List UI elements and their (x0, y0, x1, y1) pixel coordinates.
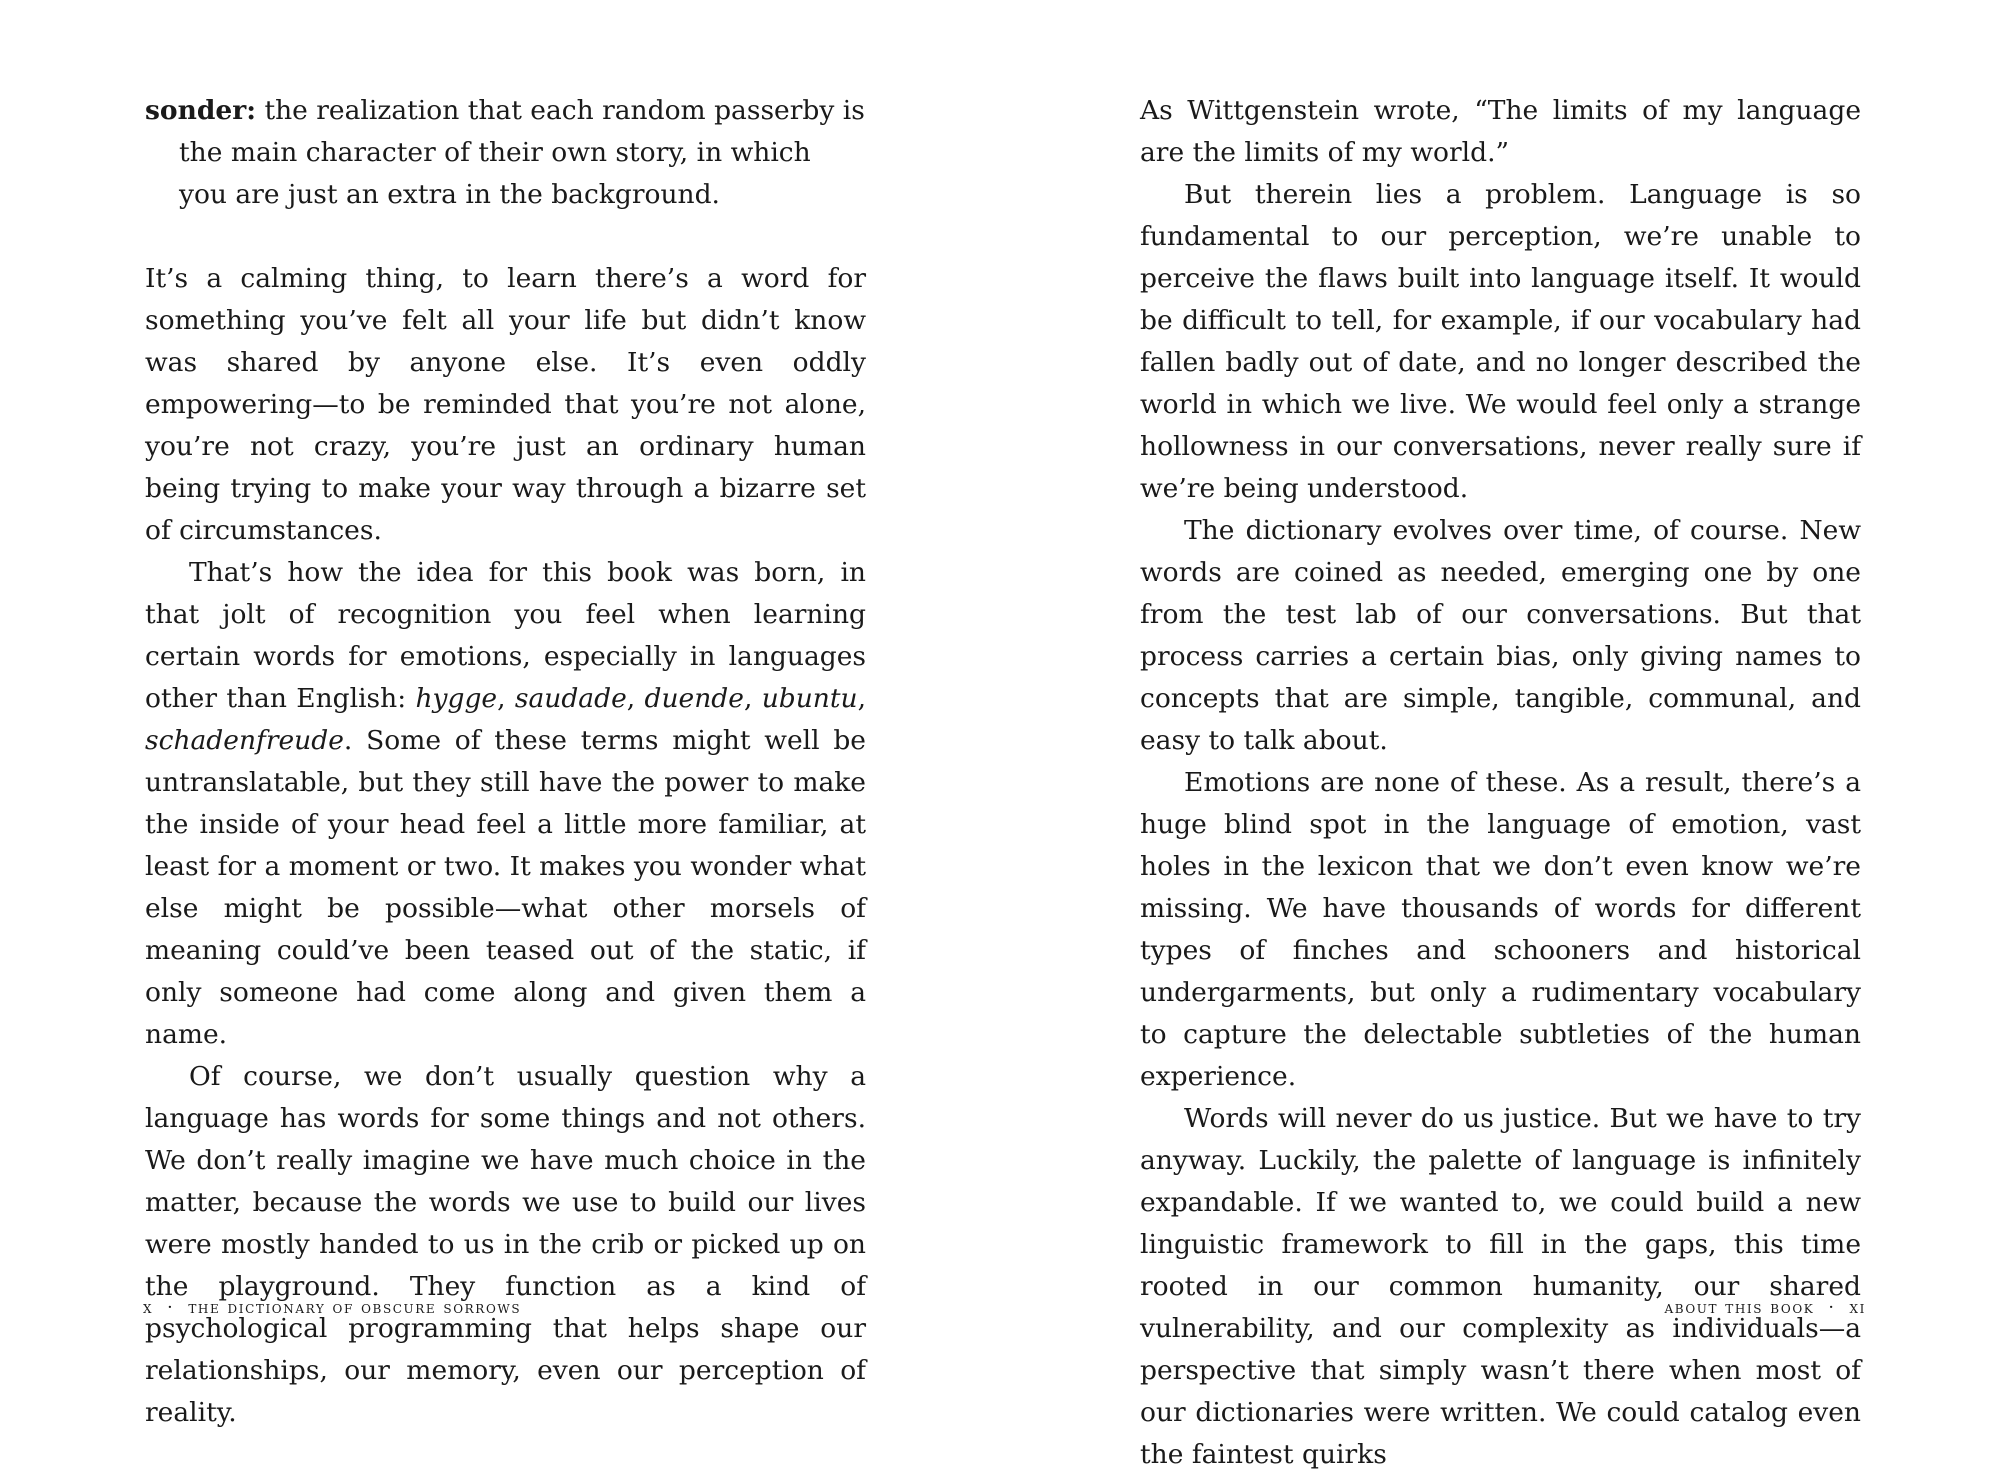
p2-text-b: . Some of these terms might well be untranslatable, but they still have the power to make the inside of your head feel a little more familiar, at least for a moment or two. It makes you wonder what else might be possible—what other morsels of meaning could’ve been teased out of the static, if only someone had come along and given them a name. (145, 725, 866, 1050)
page-number: x (143, 1298, 154, 1318)
running-head: the dictionary of obscure sorrows (188, 1298, 522, 1318)
p2-text-a: That’s how the idea for this book was born, in that jolt of recognition you feel when learning certain words for emotions, especially in languages other than English: (145, 557, 866, 714)
right-paragraph-5: Words will never do us justice. But we have to try anyway. Luckily, the palette of language is infinitely expandable. If we wanted to, we could build a new linguistic framework to fill in the gaps, this time rooted in our common humanity, our shared vulnerability, and our complexity as individuals—a perspective that simply wasn’t there when most of our dictionaries were written. We could catalog even the faintest quirks (1140, 1103, 1861, 1470)
right-text-column (1140, 90, 1861, 1476)
comma: , (743, 683, 762, 714)
word-saudade: saudade (514, 683, 627, 714)
comma: , (497, 683, 515, 714)
left-footer (143, 1298, 521, 1318)
word-ubuntu: ubuntu (761, 683, 858, 714)
running-head: about this book (1664, 1298, 1815, 1318)
right-paragraph-1: As Wittgenstein wrote, “The limits of my language are the limits of my world.” (1140, 95, 1861, 168)
left-page (0, 0, 998, 1428)
word-schadenfreude: schadenfreude (145, 725, 344, 756)
page-number: xi (1849, 1298, 1866, 1318)
word-duende: duende (644, 683, 744, 714)
right-paragraph-3: The dictionary evolves over time, of course. New words are coined as needed, emerging one by one from the test lab of our conversations. But that process carries a certain bias, only giving names to concepts that are simple, tangible, communal, and easy to talk about. (1140, 515, 1861, 756)
right-footer (1664, 1298, 1866, 1318)
comma: , (626, 683, 645, 714)
separator-dot: · (167, 1298, 175, 1318)
left-text-column (145, 90, 866, 1434)
definition-entry (145, 90, 866, 216)
word-hygge: hygge (415, 683, 498, 714)
entry-headword: sonder: (145, 95, 256, 126)
right-page (998, 0, 1996, 1470)
left-paragraph-1: It’s a calming thing, to learn there’s a word for something you’ve felt all your life but didn’t know was shared by anyone else. It’s even oddly empowering—to be reminded that you’re not alone, you’re not crazy, you’re just an ordinary human being trying to make your way through a bizarre set of circumstances. (145, 263, 866, 546)
right-paragraph-4: Emotions are none of these. As a result, there’s a huge blind spot in the language of emotion, vast holes in the lexicon that we don’t even know we’re missing. We have thousands of words for different types of finches and schooners and historical undergarments, but only a rudimentary vocabulary to capture the delectable subtleties of the human experience. (1140, 767, 1861, 1092)
right-paragraph-2: But therein lies a problem. Language is so fundamental to our perception, we’re unable to perceive the flaws built into language itself. It would be difficult to tell, for example, if our vocabulary had fallen badly out of date, and no longer described the world in which we live. We would feel only a strange hollowness in our conversations, never really sure if we’re being understood. (1140, 179, 1861, 504)
left-paragraph-2 (145, 552, 866, 1056)
entry-definition: the realization that each random passerby is the main character of their own story, in which you are just an extra in the background. (179, 95, 865, 210)
comma: , (857, 683, 867, 714)
separator-dot: · (1828, 1298, 1836, 1318)
left-paragraph-3: Of course, we don’t usually question why a language has words for some things and not others. We don’t really imagine we have much choice in the matter, because the words we use to build our lives were mostly handed to us in the crib or picked up on the playground. They function as a kind of psychological programming that helps shape our relationships, our memory, even our perception of reality. (145, 1061, 866, 1428)
